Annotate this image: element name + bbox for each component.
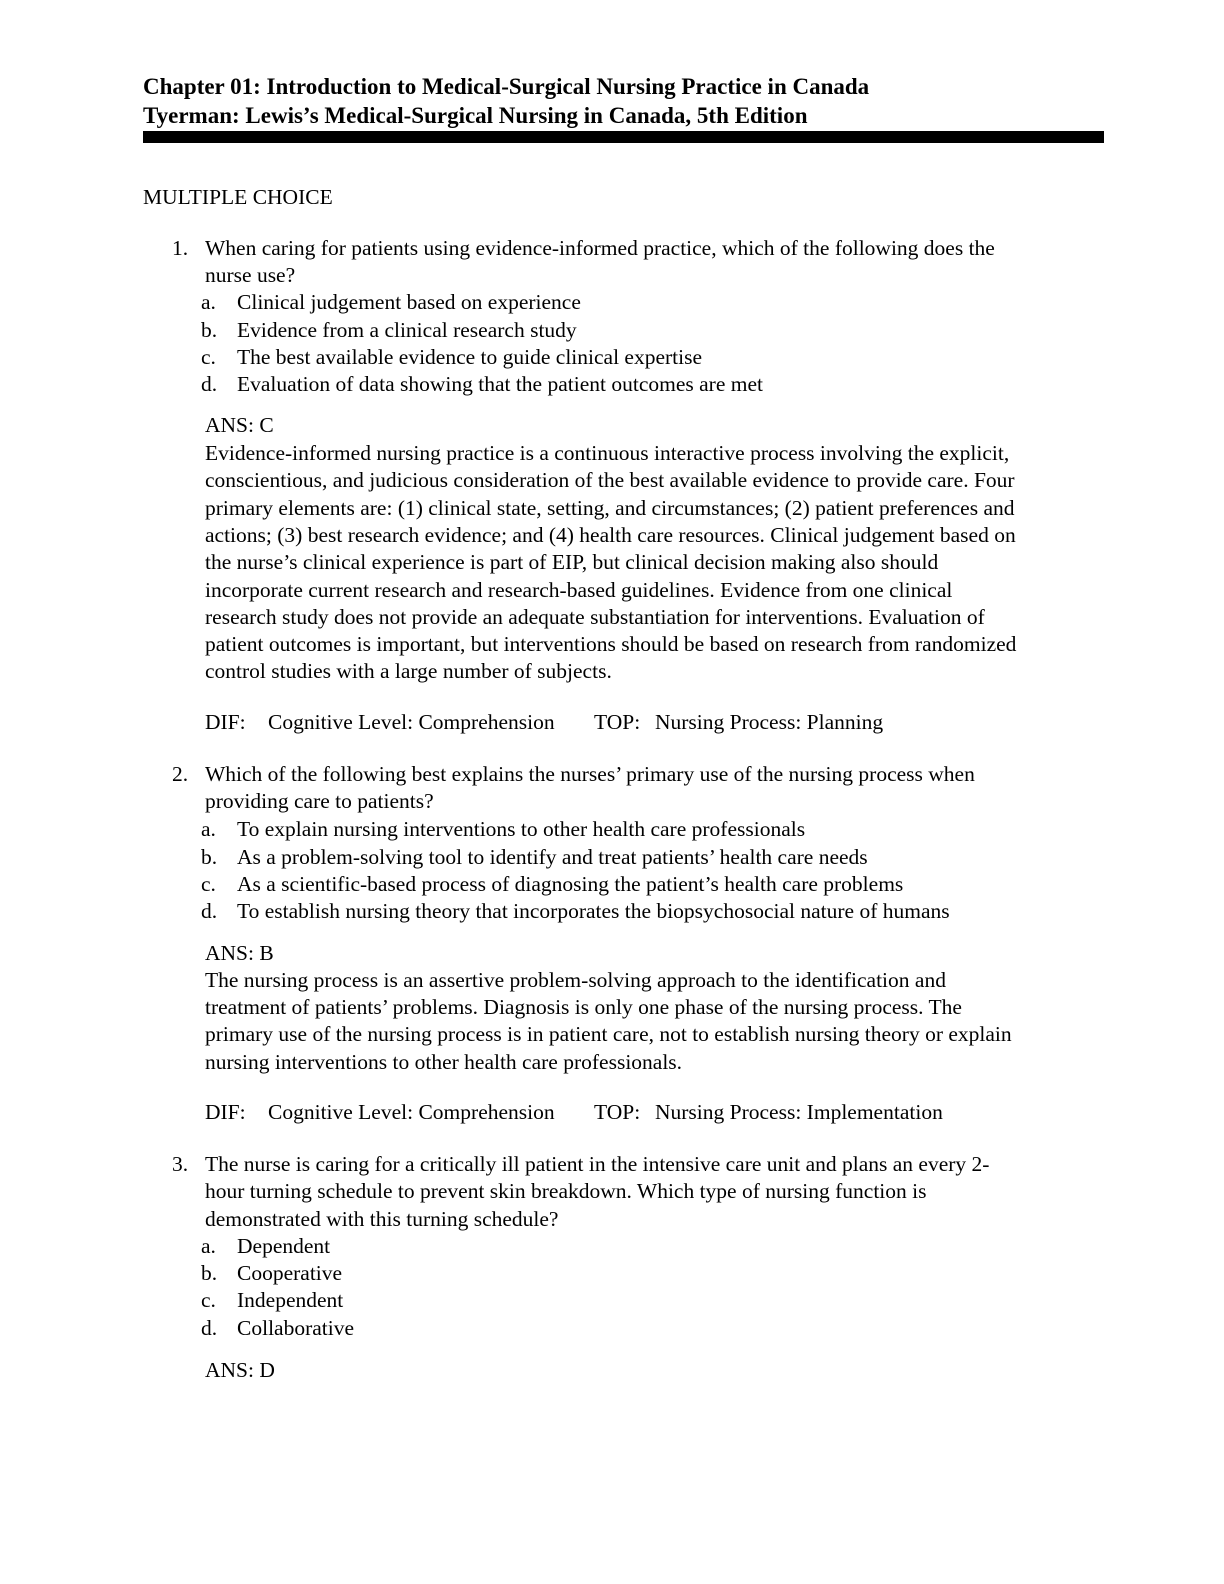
dif-label: DIF:: [205, 1100, 246, 1124]
section-heading: MULTIPLE CHOICE: [143, 185, 333, 209]
option-text: As a problem-solving tool to identify and treat patients’ health care needs: [237, 845, 868, 869]
dif-label: DIF:: [205, 710, 246, 734]
topic-value: Nursing Process: Planning: [655, 710, 884, 734]
rationale-line: nursing interventions to other health care professionals.: [205, 1049, 683, 1074]
option-text: As a scientific-based process of diagnosing the patient’s health care problems: [237, 872, 904, 896]
option-letter: d.: [201, 899, 218, 923]
difficulty-value: Cognitive Level: Comprehension: [268, 1100, 555, 1124]
option-text: To explain nursing interventions to other health care professionals: [237, 817, 806, 841]
option-text: The best available evidence to guide clinical expertise: [237, 345, 703, 369]
question-stem-line: providing care to patients?: [205, 789, 434, 813]
question-stem-line: hour turning schedule to prevent skin breakdown. Which type of nursing function is: [205, 1179, 927, 1203]
rationale-line: treatment of patients’ problems. Diagnosis is only one phase of the nursing process. The: [205, 995, 962, 1020]
rationale-line: the nurse’s clinical experience is part of EIP, but clinical decision making also should: [205, 550, 939, 575]
option-letter: c.: [201, 345, 216, 369]
option-text: Collaborative: [237, 1316, 355, 1340]
option-text: Evaluation of data showing that the patient outcomes are met: [237, 372, 763, 396]
question-stem-line: nurse use?: [205, 263, 296, 287]
header-rule: [143, 131, 1104, 143]
top-label: TOP:: [594, 710, 641, 734]
book-title: Tyerman: Lewis’s Medical-Surgical Nursing in Canada, 5th Edition: [143, 103, 808, 128]
rationale-line: actions; (3) best research evidence; and (4) health care resources. Clinical judgement based on: [205, 522, 1016, 547]
rationale-line: conscientious, and judicious consideration of the best available evidence to provide care. Four: [205, 468, 1015, 493]
answer-key: ANS: B: [205, 941, 274, 965]
option-letter: b.: [201, 845, 218, 869]
rationale-line: primary elements are: (1) clinical state, setting, and circumstances; (2) patient preferences and: [205, 495, 1015, 520]
option-letter: d.: [201, 1316, 218, 1340]
option-text: To establish nursing theory that incorporates the biopsychosocial nature of humans: [237, 899, 950, 923]
question-number: 1.: [172, 236, 189, 260]
question-number: 3.: [172, 1152, 189, 1176]
option-letter: a.: [201, 817, 216, 841]
rationale-line: Evidence-informed nursing practice is a continuous interactive process involving the explicit,: [205, 441, 1010, 465]
answer-key: ANS: D: [205, 1358, 275, 1382]
question-stem-line: The nurse is caring for a critically ill patient in the intensive care unit and plans an every 2-: [205, 1152, 990, 1176]
top-label: TOP:: [594, 1100, 641, 1124]
question-stem-line: Which of the following best explains the nurses’ primary use of the nursing process when: [205, 762, 975, 786]
option-letter: d.: [201, 372, 218, 396]
option-letter: c.: [201, 872, 216, 896]
question-number: 2.: [172, 762, 189, 786]
option-text: Clinical judgement based on experience: [237, 290, 581, 314]
option-text: Dependent: [237, 1234, 331, 1258]
chapter-title: Chapter 01: Introduction to Medical-Surgical Nursing Practice in Canada: [143, 74, 870, 99]
rationale-line: control studies with a large number of subjects.: [205, 659, 612, 684]
rationale-line: primary use of the nursing process is in patient care, not to establish nursing theory or explain: [205, 1022, 1012, 1047]
rationale-line: The nursing process is an assertive problem-solving approach to the identification and: [205, 968, 946, 992]
difficulty-value: Cognitive Level: Comprehension: [268, 710, 555, 734]
answer-key: ANS: C: [205, 413, 274, 437]
question-stem-line: When caring for patients using evidence-informed practice, which of the following does the: [205, 236, 995, 260]
question-stem-line: demonstrated with this turning schedule?: [205, 1207, 559, 1231]
option-letter: a.: [201, 290, 216, 314]
rationale-line: patient outcomes is important, but interventions should be based on research from randomized: [205, 632, 1017, 657]
option-text: Evidence from a clinical research study: [237, 318, 577, 342]
option-letter: c.: [201, 1288, 216, 1312]
option-letter: b.: [201, 1261, 218, 1285]
option-letter: b.: [201, 318, 218, 342]
topic-value: Nursing Process: Implementation: [655, 1100, 943, 1124]
option-text: Independent: [237, 1288, 344, 1312]
rationale-line: incorporate current research and research-based guidelines. Evidence from one clinical: [205, 577, 953, 602]
rationale-line: research study does not provide an adequate substantiation for interventions. Evaluation of: [205, 604, 985, 629]
option-text: Cooperative: [237, 1261, 343, 1285]
option-letter: a.: [201, 1234, 216, 1258]
